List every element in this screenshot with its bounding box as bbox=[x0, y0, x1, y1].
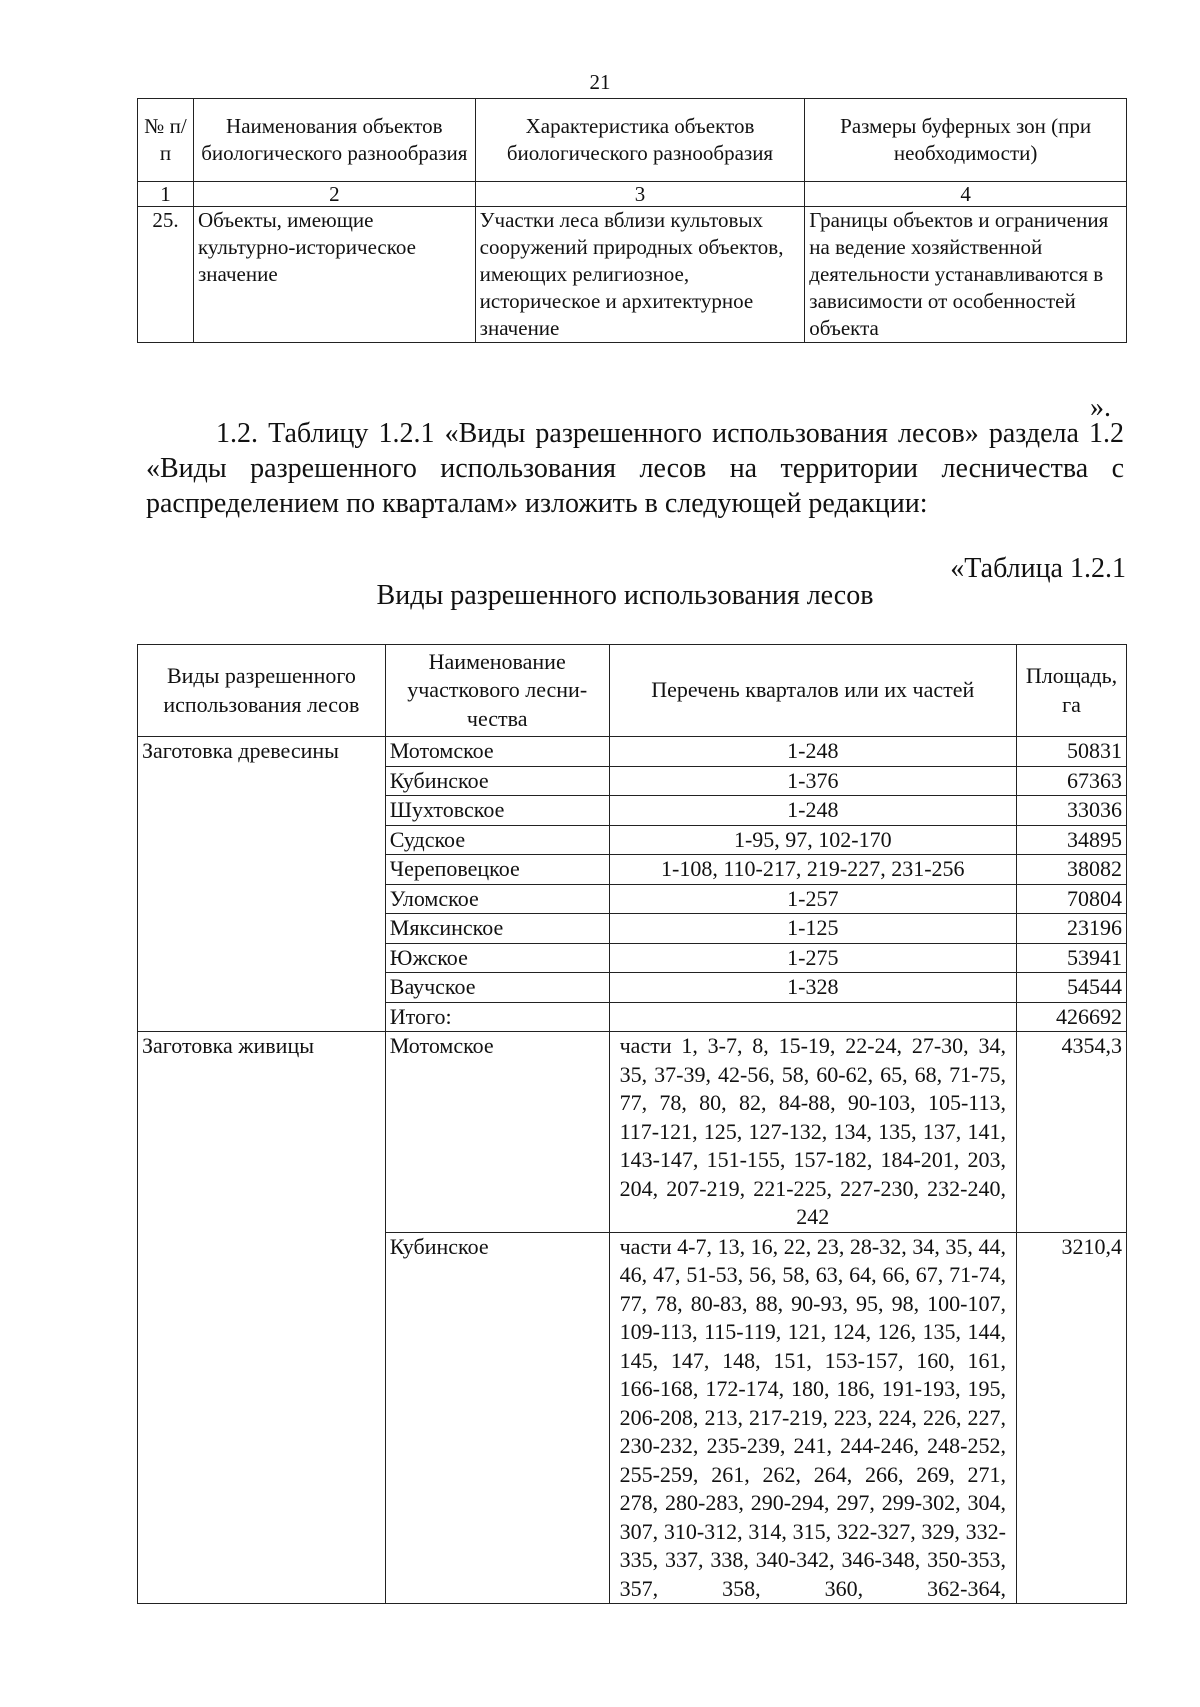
table-label: «Таблица 1.2.1 bbox=[950, 553, 1126, 584]
t1-header-name: Наименования объектов биологического разнообразия bbox=[193, 99, 475, 182]
t1-row-characteristic: Участки леса вблизи культовых сооружений природных объектов, имеющих религиозное, историческое и архитектурное значение bbox=[475, 207, 805, 343]
t1-row-name: Объекты, имеющие культурно-историческое значение bbox=[193, 207, 475, 343]
t2-header-use-type: Виды разрешенного использования лесов bbox=[138, 645, 386, 737]
area-cell: 23196 bbox=[1016, 914, 1126, 944]
quarters-cell: 1-248 bbox=[609, 737, 1016, 767]
area-cell: 4354,3 bbox=[1016, 1032, 1126, 1233]
district-cell: Судское bbox=[385, 825, 609, 855]
area-cell: 53941 bbox=[1016, 943, 1126, 973]
t1-header-no: № п/п bbox=[138, 99, 194, 182]
quarters-cell: части 4-7, 13, 16, 22, 23, 28-32, 34, 35, 44, 46, 47, 51-53, 56, 58, 63, 64, 66, 67, 71-74, 77, 78, 80-83, 88, 90-93, 95, 98, 100-107, 109-113, 115-119, 121, 124, 126, 135, 144, 145, 147, 148, 151, 153-157, 160, 161, 166-168, 172-174, 180, 186, 191-193, 195, 206-208, 213, 217-219, 223, 224, 226, 227, 230-232, 235-239, 241, 244-246, 248-252, 255-259, 261, 262, 264, 266, 269, 271, 278, 280-283, 290-294, 297, 299-302, 304, 307, 310-312, 314, 315, 322-327, 329, 332-335, 337, 338, 340-342, 346-348, 350-353, 357, 358, 360, 362-364, bbox=[609, 1232, 1016, 1604]
area-cell: 34895 bbox=[1016, 825, 1126, 855]
area-cell-total: 426692 bbox=[1016, 1002, 1126, 1032]
quarters-cell: 1-275 bbox=[609, 943, 1016, 973]
district-cell: Уломское bbox=[385, 884, 609, 914]
table-title: Виды разрешенного использования лесов bbox=[376, 580, 874, 611]
district-cell-total: Итого: bbox=[385, 1002, 609, 1032]
t1-row-no: 25. bbox=[138, 207, 194, 343]
district-cell: Кубинское bbox=[385, 1232, 609, 1604]
page-number: 21 bbox=[589, 70, 611, 94]
quarters-cell: 1-257 bbox=[609, 884, 1016, 914]
t1-colnum: 4 bbox=[805, 182, 1127, 207]
t1-header-characteristic: Характеристика объектов биологического разнообразия bbox=[475, 99, 805, 182]
t1-colnum: 1 bbox=[138, 182, 194, 207]
use-type-cell: Заготовка древесины bbox=[138, 737, 386, 1032]
table-row bbox=[138, 737, 1127, 767]
quarters-cell: части 1, 3-7, 8, 15-19, 22-24, 27-30, 34, 35, 37-39, 42-56, 58, 60-62, 65, 68, 71-75, 77, 78, 80, 82, 84-88, 90-103, 105-113, 117-121, 125, 127-132, 134, 135, 137, 141, 143-147, 151-155, 157-182, 184-201, 203, 204, 207-219, 221-225, 227-230, 232-240, 242 bbox=[609, 1032, 1016, 1233]
quarters-cell bbox=[609, 1002, 1016, 1032]
use-type-cell: Заготовка живицы bbox=[138, 1032, 386, 1604]
biodiversity-objects-table bbox=[137, 98, 1127, 343]
quarters-cell: 1-108, 110-217, 219-227, 231-256 bbox=[609, 855, 1016, 885]
t1-colnum: 2 bbox=[193, 182, 475, 207]
area-cell: 3210,4 bbox=[1016, 1232, 1126, 1604]
area-cell: 54544 bbox=[1016, 973, 1126, 1003]
t2-header-district: Наименование участкового лесни-чества bbox=[385, 645, 609, 737]
district-cell: Ваучское bbox=[385, 973, 609, 1003]
quarters-cell: 1-376 bbox=[609, 766, 1016, 796]
quarters-cell: 1-248 bbox=[609, 796, 1016, 826]
t1-colnum: 3 bbox=[475, 182, 805, 207]
district-cell: Череповецкое bbox=[385, 855, 609, 885]
forest-use-table bbox=[137, 644, 1127, 1604]
t1-header-buffer: Размеры буферных зон (при необходимости) bbox=[805, 99, 1127, 182]
area-cell: 33036 bbox=[1016, 796, 1126, 826]
district-cell: Шухтовское bbox=[385, 796, 609, 826]
district-cell: Кубинское bbox=[385, 766, 609, 796]
t2-header-quarters: Перечень кварталов или их частей bbox=[609, 645, 1016, 737]
quarters-cell: 1-95, 97, 102-170 bbox=[609, 825, 1016, 855]
quarters-cell: 1-328 bbox=[609, 973, 1016, 1003]
area-cell: 70804 bbox=[1016, 884, 1126, 914]
area-cell: 38082 bbox=[1016, 855, 1126, 885]
amendment-paragraph: 1.2. Таблицу 1.2.1 «Виды разрешенного использования лесов» раздела 1.2 «Виды разрешенного использования лесов на территории лесничества с распределением по кварталам» изложить в следующей редакции: bbox=[146, 418, 1124, 519]
area-cell: 50831 bbox=[1016, 737, 1126, 767]
t2-header-area: Площадь, га bbox=[1016, 645, 1126, 737]
closing-quote: ». bbox=[1090, 392, 1111, 423]
area-cell: 67363 bbox=[1016, 766, 1126, 796]
district-cell: Мотомское bbox=[385, 737, 609, 767]
t1-row-buffer: Границы объектов и ограничения на ведение хозяйственной деятельности устанавливаются в зависимости от особенностей объекта bbox=[805, 207, 1127, 343]
quarters-cell: 1-125 bbox=[609, 914, 1016, 944]
district-cell: Мяксинское bbox=[385, 914, 609, 944]
table-row bbox=[138, 1032, 1127, 1233]
district-cell: Мотомское bbox=[385, 1032, 609, 1233]
district-cell: Южское bbox=[385, 943, 609, 973]
